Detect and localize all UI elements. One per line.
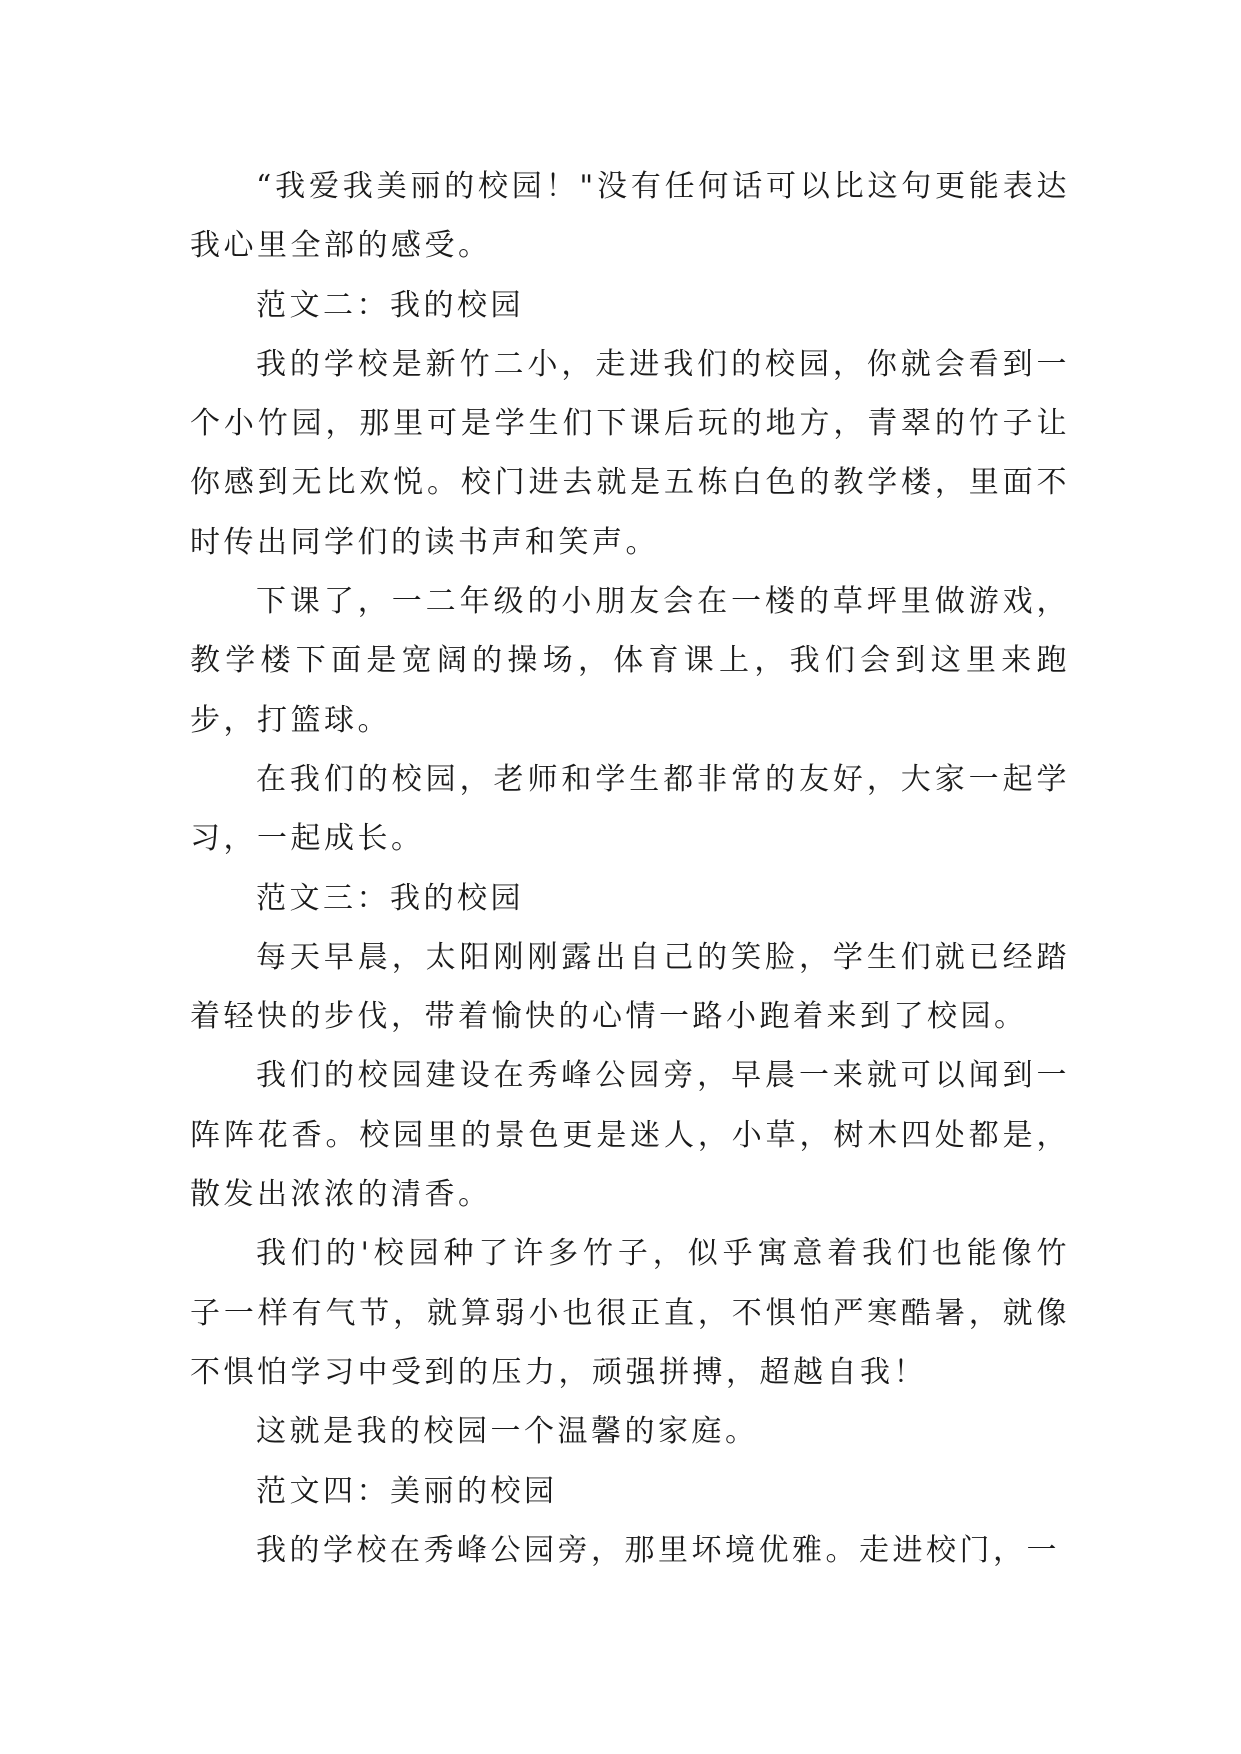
paragraph-essay-3-home: 这就是我的校园一个温馨的家庭。 [256, 1414, 759, 1450]
heading-essay-2: 范文二：我的校园 [256, 287, 524, 323]
paragraph-essay-2-friendly: 在我们的校园，老师和学生都非常的友好，大家一起学习，一起成长。 [190, 761, 1070, 857]
paragraph-essay-3-bamboo: 我们的'校园种了许多竹子，似乎寓意着我们也能像竹子一样有气节，就算弱小也很正直，不惧怕严寒酷暑，就像不惧怕学习中受到的压力，顽强拼搏，超越自我！ [190, 1236, 1070, 1390]
paragraph-essay-3-morning: 每天早晨，太阳刚刚露出自己的笑脸，学生们就已经踏着轻快的步伐，带着愉快的心情一路小跑着来到了校园。 [190, 939, 1070, 1035]
paragraph-essay-2-recess: 下课了，一二年级的小朋友会在一楼的草坪里做游戏，教学楼下面是宽阔的操场，体育课上，我们会到这里来跑步，打篮球。 [190, 584, 1070, 738]
paragraph-essay-2-school: 我的学校是新竹二小，走进我们的校园，你就会看到一个小竹园，那里可是学生们下课后玩的地方，青翠的竹子让你感到无比欢悦。校门进去就是五栋白色的教学楼，里面不时传出同学们的读书声和笑声。 [190, 346, 1070, 560]
paragraph-intro-quote: “我爱我美丽的校园！"没有任何话可以比这句更能表达我心里全部的感受。 [190, 169, 1070, 264]
paragraph-essay-3-park: 我们的校园建设在秀峰公园旁，早晨一来就可以闻到一阵阵花香。校园里的景色更是迷人，小草，树木四处都是，散发出浓浓的清香。 [190, 1058, 1070, 1213]
document-body [190, 157, 1070, 1580]
paragraph-essay-4-school: 我的学校在秀峰公园旁，那里坏境优雅。走进校门，一 [256, 1532, 1060, 1568]
heading-essay-4: 范文四：美丽的校园 [256, 1473, 558, 1509]
heading-essay-3: 范文三：我的校园 [256, 880, 524, 916]
